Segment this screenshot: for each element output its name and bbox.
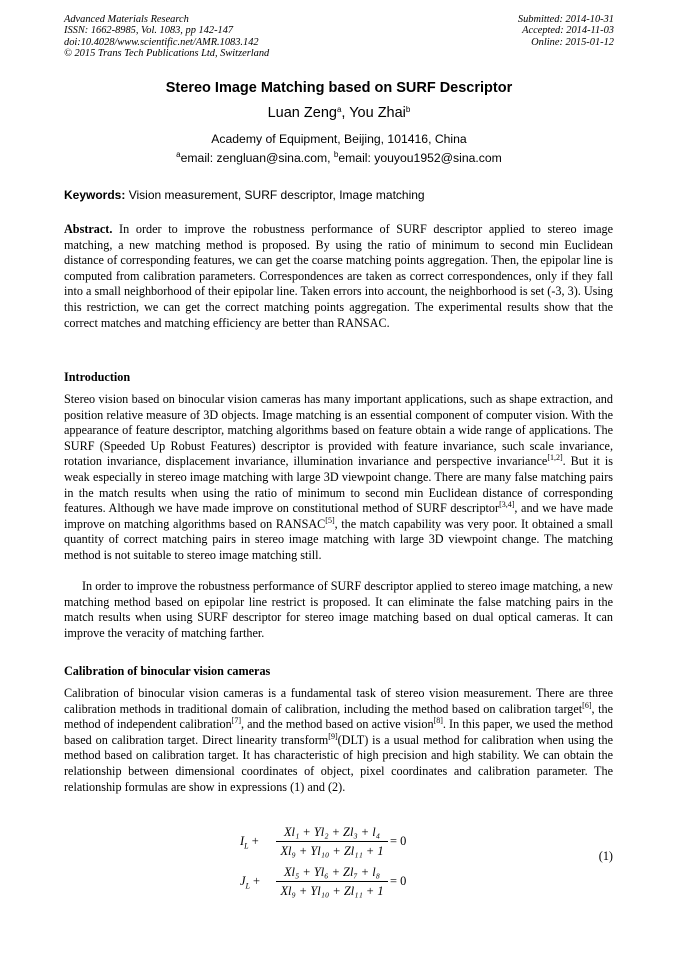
- citation-8: [8]: [433, 716, 443, 726]
- keywords-text: Vision measurement, SURF descriptor, Image matching: [125, 188, 425, 202]
- email-b: email: youyou1952@sina.com: [338, 151, 502, 165]
- paper-title: Stereo Image Matching based on SURF Descriptor: [165, 80, 513, 96]
- equation-row-2: [230, 864, 450, 900]
- author-1-affil-mark: a: [336, 105, 342, 114]
- calib-text-b: , the method of independent calibration: [64, 701, 613, 732]
- eq-row2-rhs: = 0: [390, 874, 407, 888]
- eq-row1-denominator: Xl₉ + Yl₁₀ + Zl₁₁ + 1: [280, 844, 384, 858]
- submitted-date: Submitted: 2014-10-31: [517, 14, 614, 25]
- journal-copyright: © 2015 Trans Tech Publications Ltd, Switzerland: [64, 47, 270, 59]
- intro-paragraph-2: In order to improve the robustness performance of SURF descriptor applied to stereo image matching, a new matching method based on epipolar line restrict is proposed. It can eliminate the false matching pairs in the match results when using SURF descriptor for stereo image matching based on dual optical cameras. It can improve the veracity of matching farther.: [64, 579, 613, 640]
- author-2-affil-mark: b: [405, 105, 411, 114]
- calibration-paragraph: [64, 686, 613, 795]
- online-date: Online: 2015-01-12: [531, 36, 614, 48]
- journal-name: Advanced Materials Research: [64, 14, 189, 25]
- eq-row2-lhs: [240, 874, 260, 890]
- intro-p1-text-d: , the match capability was very poor. It obtained a small quantity of correct matching pairs in stereo image matching with large 3D viewpoint change. The matching method is not suitable to stereo image matching still.: [64, 516, 613, 562]
- citation-3-4: [3,4]: [499, 500, 515, 510]
- equation-number: (1): [598, 849, 613, 863]
- citation-7: [7]: [231, 716, 241, 726]
- intro-p1-text-c: , and we have made improve on matching algorithms based on RANSAC: [64, 501, 613, 531]
- keywords: [64, 188, 425, 202]
- abstract-text: In order to improve the robustness performance of SURF descriptor applied to stereo image matching, a new matching method is proposed. By using the ratio of minimum to second min Euclidean distance of corresponding features, we can get the coarse matching points aggregation. Then, the epipolar line is computed from calibration parameters. Correspondences are taken as correct correspondences, only if they fall into a small neighborhood of their epipolar line. Taken errors into account, the neighborhood is set (-3, 3). Using this restriction, we can get the correct matching points aggregation. The experimental results show that the correct matches and matching efficiency are better than RANSAC.: [64, 222, 613, 330]
- journal-header-right: [518, 14, 614, 48]
- abstract-label: Abstract.: [64, 222, 113, 236]
- citation-5: [5]: [325, 515, 335, 525]
- email-b-mark: b: [333, 150, 339, 159]
- eq-row1-lhs: [240, 834, 259, 850]
- calib-text-d: . In this paper, we used the method based on calibration target. Direct linearity transform: [64, 717, 613, 747]
- section-heading-calibration: Calibration of binocular vision cameras: [64, 664, 271, 678]
- eq-row1-rhs: = 0: [390, 834, 407, 848]
- calib-text-e: (DLT) is a usual method for calibration when using the method based on calibration target. It has characteristic of high precision and high stability. We can obtain the relationship between dimensional coordinates of object, pixel coordinates and calibration parameter. The relationship formulas are show in expressions (1) and (2).: [64, 732, 614, 794]
- author-emails: [0, 151, 678, 165]
- journal-header-left: [64, 14, 269, 59]
- eq-row2-sub: L: [245, 881, 250, 891]
- email-a-mark: a: [176, 150, 181, 159]
- eq-row2-denominator: Xl₉ + Yl₁₀ + Zl₁₁ + 1: [280, 884, 384, 898]
- eq-row1-fraction: [276, 824, 388, 859]
- abstract: [64, 222, 613, 331]
- section-heading-introduction: Introduction: [64, 370, 131, 384]
- eq-row2-var: J: [240, 874, 246, 888]
- email-a: email: zengluan@sina.com,: [180, 151, 334, 165]
- citation-9: [9]: [328, 731, 338, 741]
- journal-doi: doi:10.4028/www.scientific.net/AMR.1083.142: [64, 36, 259, 48]
- intro-p1-text-b: . But it is weak especially in stereo image matching with large 3D viewpoint change. There are many false matching pairs in the match results when using the ratio of minimum to second min Euclidean distance of corresponding features. Although we have made improve on constitutional method of SURF descriptor: [64, 454, 613, 516]
- equation-1: [230, 824, 450, 904]
- author-2: You Zhai: [349, 105, 406, 121]
- citation-6: [6]: [582, 700, 592, 710]
- eq-row1-sub: L: [244, 841, 249, 851]
- author-1: Luan Zeng: [267, 105, 337, 121]
- accepted-date: Accepted: 2014-11-03: [522, 25, 614, 37]
- author-list: [0, 105, 678, 121]
- eq-row2-fraction: [276, 864, 388, 899]
- eq-row2-numerator: Xl₅ + Yl₆ + Zl₇ + l₈: [276, 864, 388, 882]
- affiliation: Academy of Equipment, Beijing, 101416, China: [211, 132, 467, 146]
- citation-1-2: [1,2]: [547, 453, 563, 463]
- eq-row1-var: I: [240, 834, 245, 848]
- equation-row-1: [230, 824, 450, 860]
- eq-row1-plus: +: [248, 834, 259, 848]
- eq-row2-plus: +: [249, 874, 261, 888]
- intro-paragraph-1: [64, 392, 613, 564]
- calib-text-c: , and the method based on active vision: [241, 717, 434, 732]
- journal-issn: ISSN: 1662-8985, Vol. 1083, pp 142-147: [64, 25, 234, 37]
- author-separator: ,: [341, 105, 350, 121]
- intro-p1-text-a: Stereo vision based on binocular vision cameras has many important applications, such as shape extraction, and position relative measure of 3D objects. Image matching is an essential component of computer vision. With the appearance of feature descriptor, matching algorithms based on feature obtain a wide range of applications. The SURF (Speeded Up Robust Features) descriptor is provided with feature invariance, such scale invariance, rotation invariance, displacement invariance, illumination invariance and perspective invariance: [64, 392, 613, 469]
- calib-text-a: Calibration of binocular vision cameras is a fundamental task of stereo vision measurement. There are three calibration methods in traditional domain of calibration, including the method based on calibration target: [64, 686, 613, 716]
- keywords-label: Keywords:: [64, 188, 126, 202]
- eq-row1-numerator: Xl₁ + Yl₂ + Zl₃ + l₄: [276, 824, 388, 842]
